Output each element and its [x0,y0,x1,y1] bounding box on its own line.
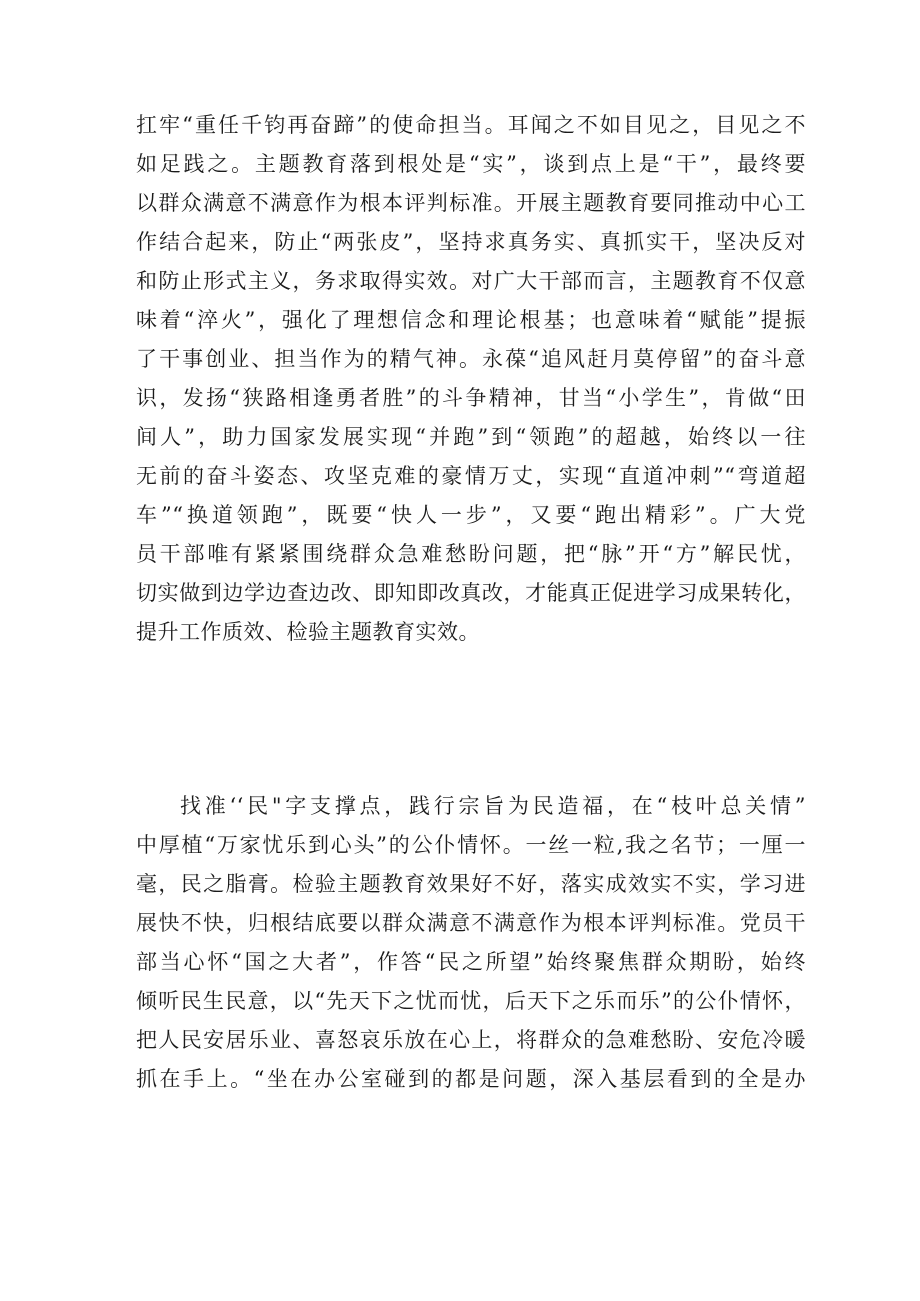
text-line: 和防止形式主义，务求取得实效。对广大干部而言，主题教育不仅意 [136,269,806,293]
text-line: 以群众满意不满意作为根本评判标准。开展主题教育要同推动中心工 [136,191,806,215]
text-line: 找准‘‘民"字支撑点，践行宗旨为民造福，在“枝叶总关情” [180,794,806,818]
paragraph-2 [136,787,806,1099]
text-line: 抓在手上。“坐在办公室碰到的都是问题，深入基层看到的全是办 [136,1067,806,1091]
text-line: 味着“淬火”，强化了理想信念和理论根基；也意味着“赋能”提振 [136,308,806,332]
text-line: 切实做到边学边查边改、即知即改真改，才能真正促进学习成果转化， [136,581,806,605]
text-line: 中厚植“万家忧乐到心头”的公仆情怀。一丝一粒,我之名节；一厘一 [136,833,806,857]
text-line: 车”“换道领跑”，既要“快人一步”，又要“跑出精彩”。广大党 [136,503,806,527]
text-line: 提升工作质效、检验主题教育实效。 [136,620,480,644]
text-line: 部当心怀“国之大者”，作答“民之所望”始终聚焦群众期盼，始终 [136,950,806,974]
text-line: 扛牢“重任千钧再奋蹄”的使命担当。耳闻之不如目见之，目见之不 [136,113,806,137]
text-line: 员干部唯有紧紧围绕群众急难愁盼问题，把“脉”开“方”解民忧， [136,542,806,566]
text-line: 倾听民生民意，以“先天下之忧而忧，后天下之乐而乐”的公仆情怀， [136,989,806,1013]
text-line: 了干事创业、担当作为的精气神。永葆“追风赶月莫停留”的奋斗意 [136,347,806,371]
paragraph-1 [136,106,806,652]
text-line: 把人民安居乐业、喜怒哀乐放在心上，将群众的急难愁盼、安危冷暖 [136,1028,806,1052]
text-line: 展快不快，归根结底要以群众满意不满意作为根本评判标准。党员干 [136,911,806,935]
text-line: 无前的奋斗姿态、攻坚克难的豪情万丈，实现“直道冲刺”“弯道超 [136,464,806,488]
text-line: 如足践之。主题教育落到根处是“实”，谈到点上是“干”，最终要 [136,152,806,176]
text-line: 识，发扬“狭路相逢勇者胜”的斗争精神，甘当“小学生”，肯做“田 [136,386,806,410]
text-line: 毫，民之脂膏。检验主题教育效果好不好，落实成效实不实，学习进 [136,872,806,896]
text-line: 间人”，助力国家发展实现“并跑”到“领跑”的超越，始终以一往 [136,425,806,449]
text-line: 作结合起来，防止“两张皮”，坚持求真务实、真抓实干，坚决反对 [136,230,806,254]
